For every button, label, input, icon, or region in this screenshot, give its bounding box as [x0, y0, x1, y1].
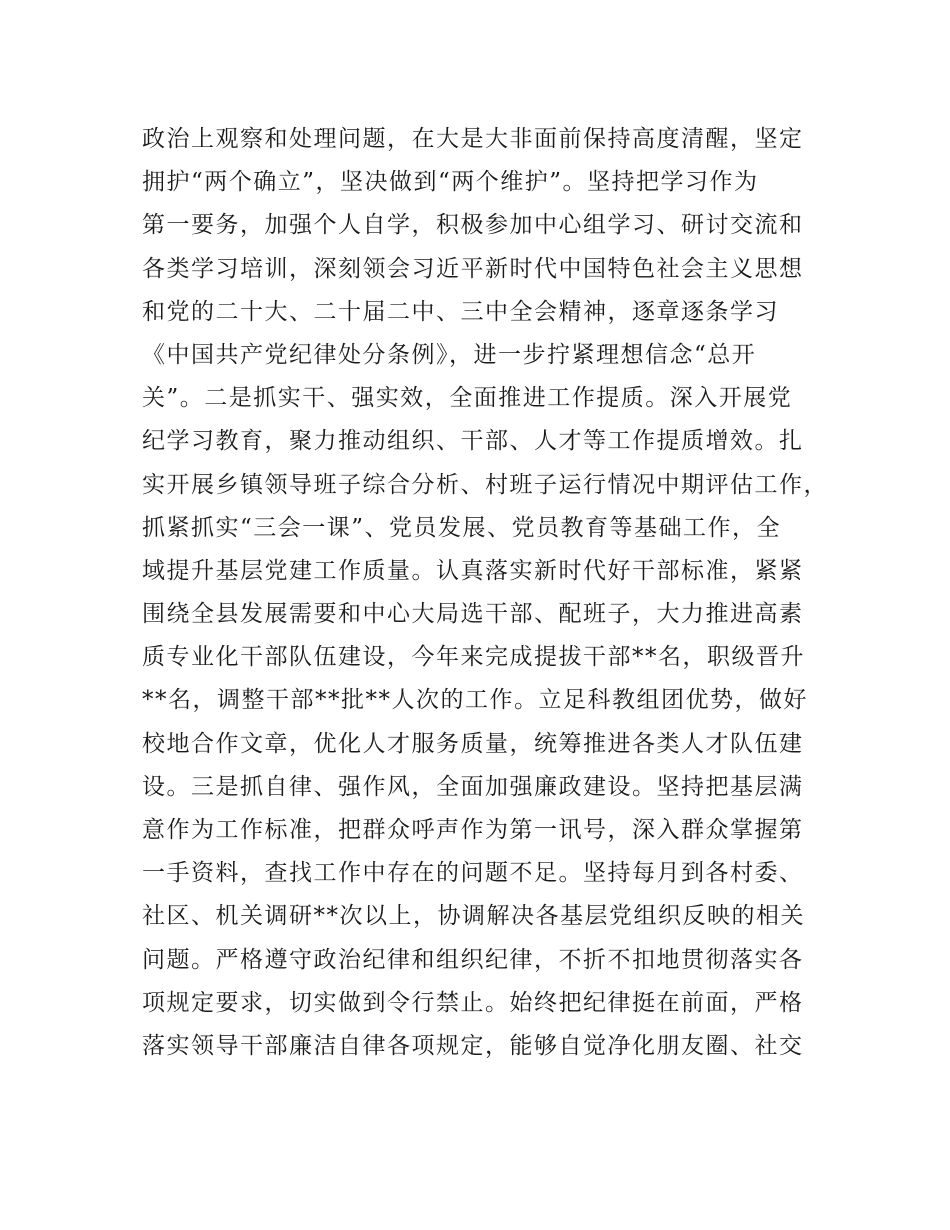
text-line: 意作为工作标准，把群众呼声作为第一讯号，深入群众掌握第 — [142, 817, 804, 843]
body-text — [142, 118, 832, 1068]
text-line: 和党的二十大、二十届二中、三中全会精神，逐章逐条学习 — [142, 298, 779, 325]
text-line: **名，调整干部**批**人次的工作。立足科教组团优势，做好 — [142, 687, 808, 714]
text-line: 纪学习教育，聚力推动组织、干部、人才等工作提质增效。扎 — [142, 428, 804, 455]
text-line: 域提升基层党建工作质量。认真落实新时代好干部标准，紧紧 — [142, 557, 804, 584]
text-line: 问题。严格遵守政治纪律和组织纪律，不折不扣地贯彻落实各 — [142, 946, 804, 973]
text-line: 第一要务，加强个人自学，积极参加中心组学习、研讨交流和 — [142, 212, 804, 239]
text-line: 实开展乡镇领导班子综合分析、村班子运行情况中期评估工作， — [142, 471, 828, 498]
text-line: 校地合作文章，优化人才服务质量，统筹推进各类人才队伍建 — [142, 730, 804, 757]
text-line: 围绕全县发展需要和中心大局选干部、配班子，大力推进高素 — [142, 601, 804, 628]
text-line: 政治上观察和处理问题，在大是大非面前保持高度清醒，坚定 — [142, 126, 804, 152]
text-line: 《中国共产党纪律处分条例》，进一步拧紧理想信念“总开 — [142, 341, 757, 368]
text-line: 设。三是抓自律、强作风，全面加强廉政建设。坚持把基层满 — [142, 773, 804, 800]
text-line: 质专业化干部队伍建设，今年来完成提拔干部**名，职级晋升 — [142, 644, 805, 671]
text-line: 关”。二是抓实干、强实效，全面推进工作提质。深入开展党 — [142, 385, 793, 412]
text-line: 落实领导干部廉洁自律各项规定，能够自觉净化朋友圈、社交 — [142, 1032, 804, 1059]
text-line: 各类学习培训，深刻领会习近平新时代中国特色社会主义思想 — [142, 255, 804, 282]
text-line: 拥护“两个确立”，坚决做到“两个维护”。坚持把学习作为 — [142, 169, 759, 196]
text-line: 项规定要求，切实做到令行禁止。始终把纪律挺在前面，严格 — [142, 989, 804, 1016]
text-line: 抓紧抓实“三会一课”、党员发展、党员教育等基础工作，全 — [142, 514, 782, 541]
text-line: 一手资料，查找工作中存在的问题不足。坚持每月到各村委、 — [142, 860, 804, 887]
text-line: 社区、机关调研**次以上，协调解决各基层党组织反映的相关 — [142, 903, 805, 930]
